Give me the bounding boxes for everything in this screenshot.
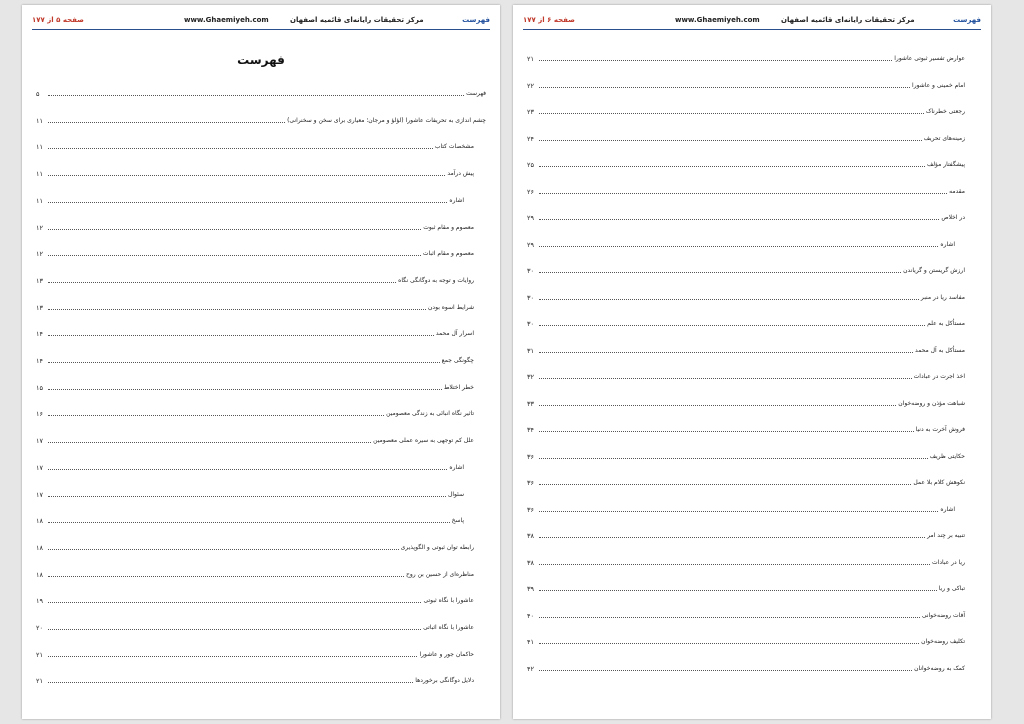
toc-entry[interactable]: [527, 555, 977, 567]
toc-entry[interactable]: [527, 449, 977, 461]
page-header: [32, 14, 490, 30]
toc-entry-page-number: ۲۱: [527, 55, 534, 63]
toc-entry-label[interactable]: حکایتی ظریف: [929, 452, 965, 460]
toc-entry[interactable]: [527, 104, 977, 116]
toc-entry-label[interactable]: ارزش گریستن و گریاندن: [903, 267, 965, 274]
toc-entry-page-number: ۲۵: [527, 161, 534, 169]
toc-dot-leader: [539, 377, 912, 379]
toc-entry-label[interactable]: حاکمان جور و عاشورا: [419, 650, 474, 658]
toc-dot-leader: [48, 655, 417, 657]
toc-dot-leader: [539, 86, 910, 88]
document-page-left: [22, 5, 500, 719]
toc-dot-leader: [48, 628, 421, 630]
toc-entry[interactable]: [36, 193, 486, 205]
toc-entry[interactable]: [36, 353, 486, 365]
toc-entry-page-number: ۱۷: [36, 437, 43, 446]
toc-entry-label[interactable]: شباهت مؤذن و روضه‌خوان: [898, 399, 965, 407]
toc-entry-label[interactable]: دلایل دوگانگی برخوردها: [415, 677, 474, 685]
toc-dot-leader: [539, 271, 901, 273]
toc-entry-label[interactable]: اشاره: [940, 505, 955, 513]
toc-entry-page-number: ۱۱: [36, 196, 43, 205]
toc-entry[interactable]: [527, 237, 977, 249]
toc-dot-leader: [48, 548, 399, 550]
toc-entry-label[interactable]: نکوهش کلام بلا عمل: [913, 479, 965, 486]
toc-entry[interactable]: [527, 608, 977, 620]
toc-entry[interactable]: [527, 210, 977, 222]
toc-entry[interactable]: [36, 380, 486, 392]
toc-entry[interactable]: [527, 316, 977, 328]
toc-entry[interactable]: [527, 131, 977, 143]
toc-entry-page-number: ۲۱: [36, 650, 43, 659]
toc-entry[interactable]: [527, 369, 977, 381]
toc-entry-label[interactable]: تباکی و ریا: [938, 585, 965, 592]
toc-entry-label[interactable]: فروش آخرت به دنیا: [915, 426, 965, 433]
toc-entry-label[interactable]: مستأکل به آل محمد: [915, 346, 965, 354]
toc-entry-label[interactable]: چشم اندازی به تحریفات عاشورا (لؤلؤ و مرجان؛ معیاری برای سخن و سخنرانی): [287, 116, 486, 124]
toc-dot-leader: [539, 59, 892, 61]
toc-dot-leader: [48, 308, 426, 310]
toc-entry[interactable]: [36, 220, 486, 232]
page-number: صفحه ۵ از ۱۷۷: [32, 16, 84, 24]
toc-entry-page-number: ۵: [36, 90, 40, 98]
toc-entry-label[interactable]: سئوال: [448, 490, 464, 498]
toc-dot-leader: [539, 112, 924, 114]
toc-entry-page-number: ۳۰: [527, 320, 534, 328]
toc-dot-leader: [48, 361, 440, 363]
toc-entry-label[interactable]: علل کم توجهی به سیره عملی معصومین: [373, 437, 474, 445]
toc-entry[interactable]: [527, 502, 977, 514]
toc-entry-label[interactable]: پاسخ: [451, 517, 464, 525]
toc-entry-page-number: ۱۱: [36, 170, 43, 179]
toc-entry[interactable]: [527, 634, 977, 646]
publisher-name: مرکز تحقیقات رایانه‌ای قائمیه اصفهان: [781, 16, 915, 24]
toc-entry-page-number: ۳۲: [527, 373, 534, 381]
toc-entry-label[interactable]: شرایط اسوه بودن: [428, 303, 474, 311]
toc-dot-leader: [539, 218, 939, 220]
toc-entry-page-number: ۱۲: [36, 223, 43, 232]
toc-entry-page-number: ۳۸: [527, 558, 534, 567]
toc-entry-page-number: ۲۶: [527, 187, 534, 196]
toc-entry-page-number: ۴۱: [527, 638, 534, 646]
website-link[interactable]: www.Ghaemiyeh.com: [184, 16, 269, 24]
toc-dot-leader: [539, 351, 913, 353]
toc-entry-label[interactable]: اشاره: [940, 240, 955, 248]
toc-entry[interactable]: [527, 78, 977, 90]
toc-entry-page-number: ۱۴: [36, 357, 43, 365]
toc-entry[interactable]: [36, 513, 486, 525]
toc-dot-leader: [48, 174, 445, 176]
toc-entry-page-number: ۳۴: [527, 426, 534, 434]
toc-dot-leader: [539, 298, 919, 300]
toc-entry[interactable]: [36, 300, 486, 312]
toc-dot-leader: [48, 495, 446, 497]
toc-entry-label[interactable]: رابطه توان ثبوتی و الگوپذیری: [400, 543, 474, 551]
toc-entry[interactable]: [36, 673, 486, 685]
toc-dot-leader: [539, 642, 919, 644]
toc-entry-label[interactable]: روایات و توجه به دوگانگی نگاه: [398, 276, 474, 284]
toc-entry-page-number: ۳۰: [527, 267, 534, 275]
toc-entry-page-number: ۳۱: [527, 346, 534, 355]
toc-entry-label[interactable]: زمینه‌های تحریف: [923, 134, 965, 142]
toc-entry-label[interactable]: پیشگفتار مؤلف: [927, 161, 965, 168]
toc-entry[interactable]: [527, 184, 977, 196]
toc-entry[interactable]: [527, 475, 977, 487]
toc-entry-label[interactable]: مستأکل به علم: [927, 320, 965, 327]
toc-dot-leader: [539, 165, 925, 167]
section-title: فهرست: [953, 16, 981, 24]
toc-entry-page-number: ۱۶: [36, 410, 43, 419]
toc-dot-leader: [48, 441, 371, 443]
toc-entry-page-number: ۱۹: [36, 597, 43, 606]
toc-entry-label[interactable]: چگونگی جمع: [441, 357, 474, 364]
toc-entry-page-number: ۱۷: [36, 463, 43, 472]
toc-dot-leader: [48, 94, 464, 96]
toc-entry[interactable]: [527, 263, 977, 275]
toc-entry[interactable]: [527, 290, 977, 302]
toc-entry-label[interactable]: عوارض تفسیر ثبوتی عاشورا: [894, 55, 965, 62]
toc-entry[interactable]: [527, 157, 977, 169]
toc-entry[interactable]: [527, 422, 977, 434]
page-title: فهرست: [237, 53, 285, 67]
toc-entry-label[interactable]: تاثیر نگاه انبائی به زندگی معصومین: [386, 410, 474, 418]
toc-entry[interactable]: [36, 620, 486, 632]
toc-dot-leader: [48, 388, 442, 390]
toc-dot-leader: [48, 414, 384, 416]
toc-dot-leader: [48, 521, 450, 523]
toc-dot-leader: [539, 324, 925, 326]
toc-entry-page-number: ۲۰: [36, 624, 43, 632]
toc-entry-label[interactable]: آفات روضه‌خوانی: [921, 611, 965, 619]
toc-entry-label[interactable]: عاشورا با نگاه ثبوتی: [423, 597, 474, 605]
toc-entry-label[interactable]: عاشورا با نگاه اثباتی: [423, 624, 474, 631]
toc-dot-leader: [48, 147, 433, 149]
toc-entry-page-number: ۱۱: [36, 143, 43, 152]
toc-entry-page-number: ۳۶: [527, 505, 534, 514]
toc-dot-leader: [539, 563, 930, 565]
toc-entry[interactable]: [36, 273, 486, 285]
toc-entry[interactable]: [527, 343, 977, 355]
toc-entry[interactable]: [36, 406, 486, 418]
toc-entry[interactable]: [527, 51, 977, 63]
toc-entry-page-number: ۲۴: [527, 134, 534, 143]
toc-entry[interactable]: [36, 433, 486, 445]
toc-entry-page-number: ۱۸: [36, 517, 43, 526]
header-divider: [523, 29, 981, 30]
toc-entry-page-number: ۲۱: [36, 677, 43, 686]
toc-entry-page-number: ۱۴: [36, 330, 43, 339]
toc-entry-label[interactable]: کمک به روضه‌خوانان: [914, 664, 965, 672]
toc-entry-label[interactable]: تکلیف روضه‌خوان: [921, 638, 965, 645]
toc-entry-page-number: ۴۲: [527, 664, 534, 673]
website-link[interactable]: www.Ghaemiyeh.com: [675, 16, 760, 24]
toc-entry[interactable]: [36, 246, 486, 258]
toc-entry-label[interactable]: اسرار آل محمد: [435, 330, 474, 338]
toc-dot-leader: [48, 228, 421, 230]
toc-entry-page-number: ۲۲: [527, 81, 534, 90]
section-title: فهرست: [462, 16, 490, 24]
toc-dot-leader: [48, 575, 404, 577]
toc-entry[interactable]: [36, 567, 486, 579]
toc-entry-page-number: ۳۰: [527, 293, 534, 302]
toc-dot-leader: [48, 201, 447, 203]
toc-dot-leader: [48, 254, 421, 256]
toc-dot-leader: [539, 589, 937, 591]
toc-entry-page-number: ۱۲: [36, 250, 43, 259]
toc-entry[interactable]: [527, 396, 977, 408]
toc-entry[interactable]: [527, 661, 977, 673]
toc-entry-page-number: ۳۳: [527, 399, 534, 408]
toc-entry-label[interactable]: مقدمه: [949, 187, 965, 195]
toc-entry-label[interactable]: معصوم و مقام اثبات: [422, 250, 474, 258]
toc-entry-page-number: ۱۸: [36, 570, 43, 579]
toc-entry-label[interactable]: معصوم و مقام ثبوت: [423, 223, 474, 231]
toc-entry-label[interactable]: اشاره: [449, 196, 464, 204]
toc-entry-label[interactable]: تنبیه بر چند امر: [927, 532, 965, 539]
header-divider: [32, 29, 490, 30]
page-number: صفحه ۶ از ۱۷۷: [523, 16, 575, 24]
toc-dot-leader: [48, 121, 285, 123]
toc-dot-leader: [539, 139, 922, 141]
toc-entry-label[interactable]: اشاره: [449, 463, 464, 471]
toc-entry-page-number: ۱۵: [36, 383, 43, 392]
toc-entry-page-number: ۳۶: [527, 452, 534, 461]
toc-entry-page-number: ۱۷: [36, 490, 43, 499]
toc-dot-leader: [539, 616, 920, 618]
toc-entry-page-number: ۳۶: [527, 479, 534, 487]
toc-entry-label[interactable]: مفاسد ریا در منبر: [920, 293, 965, 301]
toc-entry-label[interactable]: رجعتی خطرناک: [925, 108, 965, 115]
toc-dot-leader: [48, 681, 413, 683]
toc-entry-page-number: ۱۳: [36, 303, 43, 312]
toc-entry-label[interactable]: مشخصات کتاب: [434, 143, 474, 151]
toc-entry-page-number: ۲۹: [527, 240, 534, 249]
toc-entry-page-number: ۲۳: [527, 108, 534, 116]
toc-entry-label[interactable]: فهرست: [466, 90, 486, 97]
toc-dot-leader: [48, 334, 434, 336]
toc-entry[interactable]: [36, 326, 486, 338]
toc-entry-label[interactable]: پیش درآمد: [447, 170, 474, 178]
toc-entry[interactable]: [36, 139, 486, 151]
toc-dot-leader: [539, 483, 911, 485]
toc-entry-page-number: ۲۹: [527, 214, 534, 222]
toc-entry[interactable]: [527, 581, 977, 593]
toc-entry-label[interactable]: در اخلاص: [941, 214, 965, 221]
toc-dot-leader: [48, 601, 421, 603]
toc-entry[interactable]: [36, 487, 486, 499]
toc-dot-leader: [48, 281, 396, 283]
toc-entry-page-number: ۱۱: [36, 116, 43, 125]
toc-entry[interactable]: [36, 460, 486, 472]
toc-entry-label[interactable]: مناظره‌ای از حسین بن روح: [406, 570, 474, 578]
toc-dot-leader: [539, 245, 938, 247]
toc-entry[interactable]: [527, 528, 977, 540]
toc-entry-page-number: ۳۸: [527, 532, 534, 540]
toc-dot-leader: [539, 457, 928, 459]
toc-entry-label[interactable]: ریا در عبادات: [932, 558, 965, 566]
toc-dot-leader: [539, 536, 925, 538]
toc-entry-page-number: ۱۸: [36, 543, 43, 552]
toc-entry-label[interactable]: اخذ اجرت در عبادات: [913, 373, 965, 380]
toc-dot-leader: [48, 468, 447, 470]
publisher-name: مرکز تحقیقات رایانه‌ای قائمیه اصفهان: [290, 16, 424, 24]
page-header: [523, 14, 981, 30]
toc-dot-leader: [539, 404, 896, 406]
toc-entry[interactable]: [36, 113, 486, 125]
toc-entry[interactable]: [36, 86, 486, 98]
document-page-right: [513, 5, 991, 719]
toc-entry-label[interactable]: خطر اختلاط: [443, 383, 474, 391]
toc-entry-page-number: ۳۹: [527, 585, 534, 593]
toc-dot-leader: [539, 430, 914, 432]
toc-entry[interactable]: [36, 166, 486, 178]
toc-dot-leader: [539, 510, 938, 512]
toc-entry[interactable]: [36, 540, 486, 552]
toc-entry-label[interactable]: امام خمینی و عاشورا: [912, 81, 965, 89]
toc-dot-leader: [539, 192, 947, 194]
toc-entry-page-number: ۱۳: [36, 276, 43, 285]
toc-entry-page-number: ۴۰: [527, 611, 534, 620]
toc-entry[interactable]: [36, 647, 486, 659]
toc-dot-leader: [539, 669, 912, 671]
toc-entry[interactable]: [36, 593, 486, 605]
